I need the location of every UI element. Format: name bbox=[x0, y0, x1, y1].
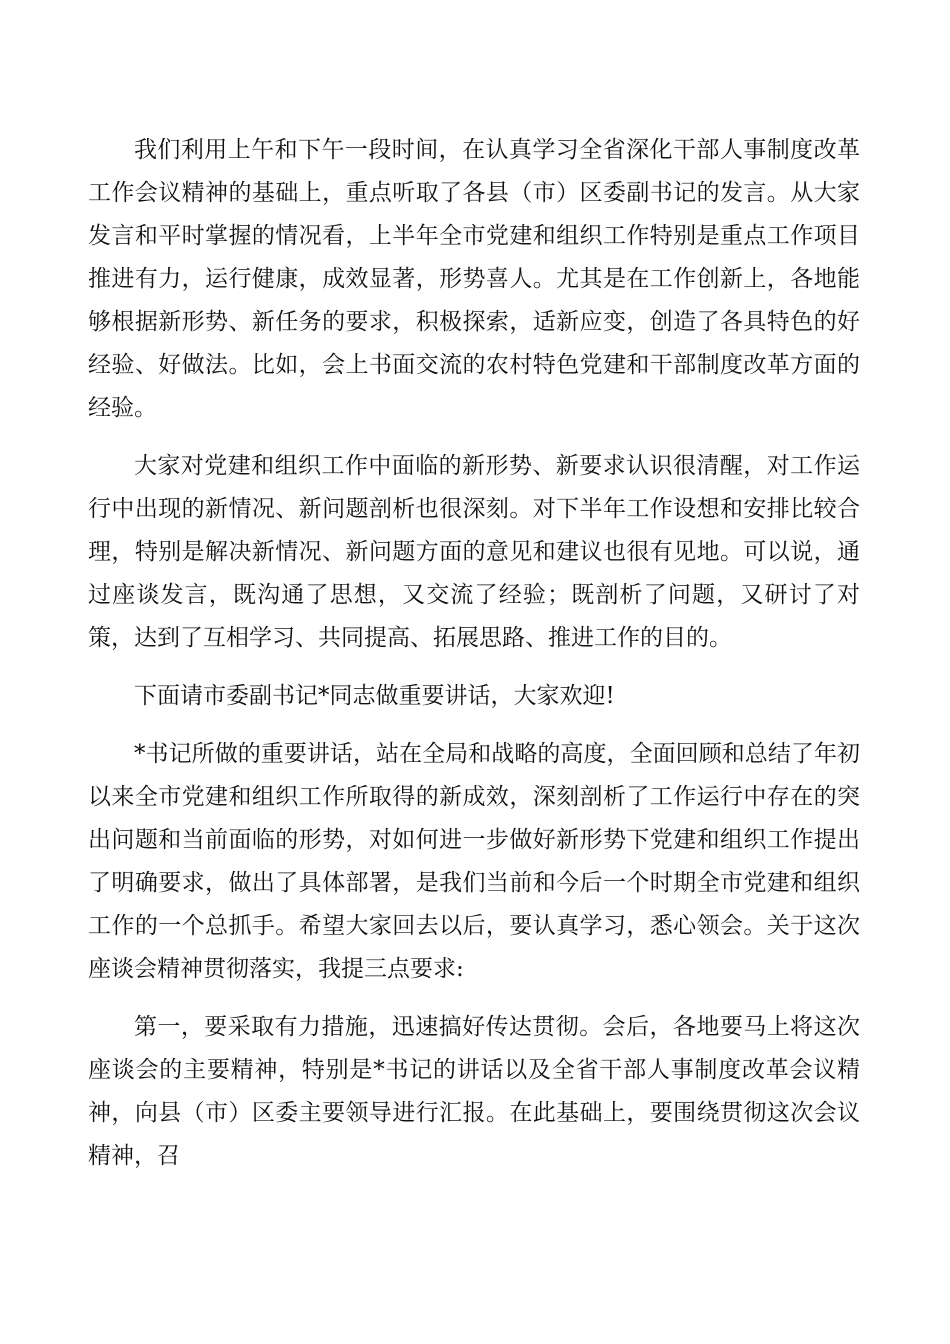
paragraph-3: 下面请市委副书记*同志做重要讲话，大家欢迎! bbox=[134, 683, 615, 709]
paragraph-1: 我们利用上午和下午一段时间，在认真学习全省深化干部人事制度改革工作会议精神的基础上，重点听取了各县（市）区委副书记的发言。从大家发言和平时掌握的情况看，上半年全市党建和组织工作特别是重点工作项目推进有力，运行健康，成效显著，形势喜人。尤其是在工作创新上，各地能够根据新形势、新任务的要求，积极探索，适新应变，创造了各具特色的好经验、好做法。比如，会上书面交流的农村特色党建和干部制度改革方面的经验。 bbox=[88, 137, 860, 421]
paragraph-4: *书记所做的重要讲话，站在全局和战略的高度，全面回顾和总结了年初以来全市党建和组织工作所取得的新成效，深刻剖析了工作运行中存在的突出问题和当前面临的形势，对如何进一步做好新形势下党建和组织工作提出了明确要求，做出了具体部署，是我们当前和今后一个时期全市党建和组织工作的一个总抓手。希望大家回去以后，要认真学习，悉心领会。关于这次座谈会精神贯彻落实，我提三点要求: bbox=[88, 741, 860, 982]
paragraph-2: 大家对党建和组织工作中面临的新形势、新要求认识很清醒，对工作运行中出现的新情况、新问题剖析也很深刻。对下半年工作设想和安排比较合理，特别是解决新情况、新问题方面的意见和建议也很有见地。可以说，通过座谈发言，既沟通了思想，又交流了经验；既剖析了问题，又研讨了对策，达到了互相学习、共同提高、拓展思路、推进工作的目的。 bbox=[88, 453, 860, 651]
paragraph-5: 第一，要采取有力措施，迅速搞好传达贯彻。会后，各地要马上将这次座谈会的主要精神，特别是*书记的讲话以及全省干部人事制度改革会议精神，向县（市）区委主要领导进行汇报。在此基础上，要围绕贯彻这次会议精神，召 bbox=[88, 1014, 860, 1169]
document-body bbox=[88, 129, 860, 1193]
